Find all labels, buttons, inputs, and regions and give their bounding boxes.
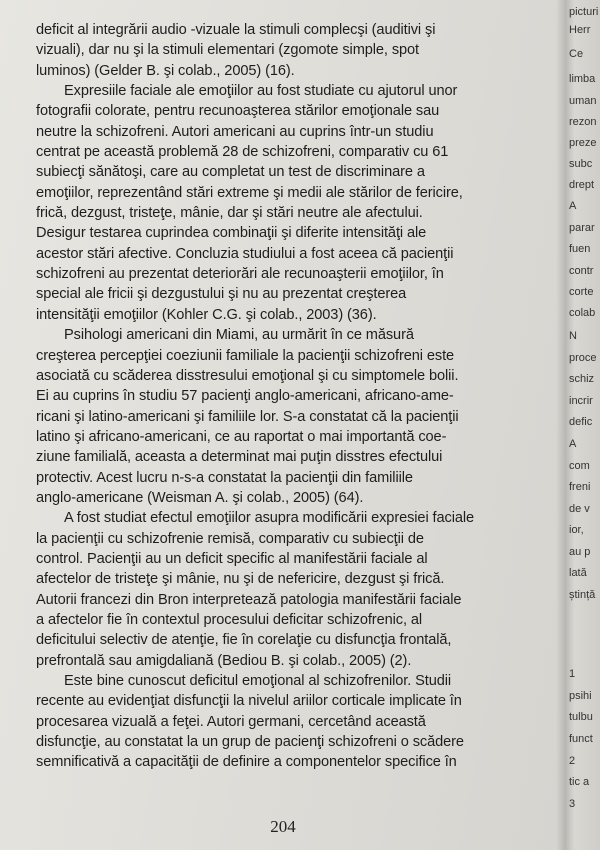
text-line: a afectelor fie în contextul procesului deficitar schizofrenic, al: [36, 611, 423, 628]
text-line: vizuali), dar nu şi la stimuli elementari (zgomote simple, spot: [36, 42, 420, 59]
text-line: ricani şi latino-americani şi familiile lor. S-a constatat că la pacienţii: [36, 408, 459, 425]
adjacent-page-fragment: funct: [569, 733, 593, 745]
text-line: subiecţi sănătoşi, care au completat un test de discriminare a: [36, 164, 425, 181]
adjacent-page-fragment: uman: [569, 95, 597, 107]
adjacent-page-fragment: 3: [569, 798, 576, 810]
adjacent-page-fragment: de v: [569, 503, 590, 515]
paragraph-2: [36, 81, 536, 325]
adjacent-page-fragment: fuen: [569, 243, 591, 255]
text-line: la pacienţii cu schizofrenie remisă, comparativ cu subiecţii de: [36, 530, 424, 547]
text-line: disfuncţie, au constatat la un grup de pacienţi schizofreni o scădere: [36, 734, 464, 751]
text-line: fotografii colorate, pentru recunoaşterea stărilor emoţionale sau: [36, 103, 440, 120]
text-line: recente au evidenţiat disfuncţii la nivelul ariilor corticale implicate în: [36, 693, 462, 710]
text-line: protectiv. Acest lucru n-s-a constatat la pacienţii din familiile: [36, 469, 413, 486]
text-line: Este bine cunoscut deficitul emoţional al schizofrenilor. Studii: [64, 673, 452, 689]
text-line: intensităţii emoţiilor (Kohler C.G. şi colab., 2003) (36).: [36, 306, 377, 323]
text-line: emoţiilor, reprezentând stări extreme şi medii ale stărilor de fericire,: [36, 184, 463, 201]
text-line: creşterea percepţiei coeziunii familiale la pacienţii schizofreni este: [36, 347, 455, 364]
paragraph-1: [36, 20, 536, 81]
adjacent-page-fragment: defic: [569, 416, 593, 428]
paragraph-4: [36, 508, 536, 671]
text-line: frică, dezgust, tristeţe, mânie, dar şi stări neutre ale afectului.: [36, 205, 423, 222]
adjacent-page-fragment: tulbu: [569, 711, 593, 723]
adjacent-page-fragment: colab: [569, 307, 596, 319]
text-line: Autorii francezi din Bron interpretează patologia manifestării faciale: [36, 591, 462, 608]
text-line: ziune familială, aceasta a determinat mai puţin disstres efectului: [36, 449, 443, 466]
paragraph-3: [36, 325, 536, 508]
adjacent-page-fragment: Herr: [569, 24, 591, 36]
adjacent-page-fragment: N: [569, 330, 577, 342]
adjacent-page-fragment: ior,: [569, 524, 584, 536]
adjacent-page-fragment: rezon: [569, 116, 597, 128]
adjacent-page-fragment: Ce: [569, 48, 584, 60]
adjacent-page-fragment: A: [569, 200, 577, 212]
adjacent-page-edge: [566, 0, 600, 850]
adjacent-page-fragment: A: [569, 438, 577, 450]
adjacent-page-fragment: com: [569, 460, 590, 472]
adjacent-page-fragment: schiz: [569, 373, 595, 385]
body-text: [36, 20, 536, 773]
text-line: latino şi africano-americani, ce au raportat o mai importantă coe-: [36, 428, 447, 445]
adjacent-page-fragment: proce: [569, 352, 597, 364]
adjacent-page-fragment: incrir: [569, 395, 593, 407]
adjacent-page-fragment: tic a: [569, 776, 590, 788]
text-line: Desigur testarea cuprindea combinaţii şi diferite intensităţi ale: [36, 225, 427, 242]
text-line: anglo-americane (Weisman A. şi colab., 2005) (64).: [36, 489, 364, 506]
adjacent-page-fragment: psihi: [569, 690, 592, 702]
text-line: special ale fricii şi dezgustului şi nu au prezentat creşterea: [36, 286, 407, 303]
adjacent-page-fragment: contr: [569, 265, 594, 277]
text-line: luminos) (Gelder B. şi colab., 2005) (16).: [36, 62, 295, 79]
text-line: acestor stări afective. Concluzia studiului a fost aceea că pacienţii: [36, 245, 454, 262]
adjacent-page-fragment: parar: [569, 222, 595, 234]
text-line: deficitului selectiv de atenţie, fie în corelaţie cu disfuncţia frontală,: [36, 632, 452, 649]
text-line: neutre la schizofreni. Autori americani au cuprins într-un studiu: [36, 123, 434, 140]
text-line: procesarea vizuală a feţei. Autori germani, cercetând această: [36, 713, 426, 730]
text-line: deficit al integrării audio -vizuale la stimuli complecşi (auditivi şi: [36, 22, 436, 38]
adjacent-page-fragment: picturi: [569, 6, 599, 18]
adjacent-page-fragment: ștință: [569, 589, 596, 601]
text-line: asociată cu scăderea disstresului emoţional şi cu simptomele bolii.: [36, 367, 459, 384]
adjacent-page-fragment: drept: [569, 179, 595, 191]
adjacent-page-fragment: limba: [569, 73, 596, 85]
text-line: Psihologi americani din Miami, au urmărit în ce măsură: [64, 327, 414, 344]
text-line: Expresiile faciale ale emoţiilor au fost studiate cu ajutorul unor: [64, 83, 458, 100]
text-line: centrat pe această problemă 28 de schizofreni, comparativ cu 61: [36, 144, 449, 161]
adjacent-page-fragment: lată: [569, 567, 587, 579]
adjacent-page-fragment: 1: [569, 668, 576, 680]
text-line: A fost studiat efectul emoţiilor asupra modificării expresiei faciale: [64, 510, 475, 527]
adjacent-page-fragment: au p: [569, 546, 591, 558]
paragraph-5: [36, 671, 536, 773]
adjacent-page-fragment: 2: [569, 755, 576, 767]
adjacent-page-fragment: corte: [569, 286, 594, 298]
text-line: afectelor de tristeţe şi mânie, nu şi de nefericire, dezgust şi frică.: [36, 571, 445, 588]
text-line: control. Pacienţii au un deficit specific al manifestării faciale al: [36, 550, 428, 567]
adjacent-page-fragment: preze: [569, 137, 597, 149]
text-line: schizofreni au prezentat deteriorări ale recunoaşterii emoţiilor, în: [36, 266, 444, 283]
text-line: prefrontală sau amigdaliană (Bediou B. şi colab., 2005) (2).: [36, 652, 412, 669]
adjacent-page-fragment: freni: [569, 481, 591, 493]
text-line: Ei au cuprins în studiu 57 pacienţi anglo-americani, africano-ame-: [36, 388, 454, 405]
adjacent-page-fragment: subc: [569, 158, 593, 170]
page-number: 204: [270, 817, 296, 836]
text-line: semnificativă a capacităţii de definire a componentelor specifice în: [36, 754, 457, 771]
